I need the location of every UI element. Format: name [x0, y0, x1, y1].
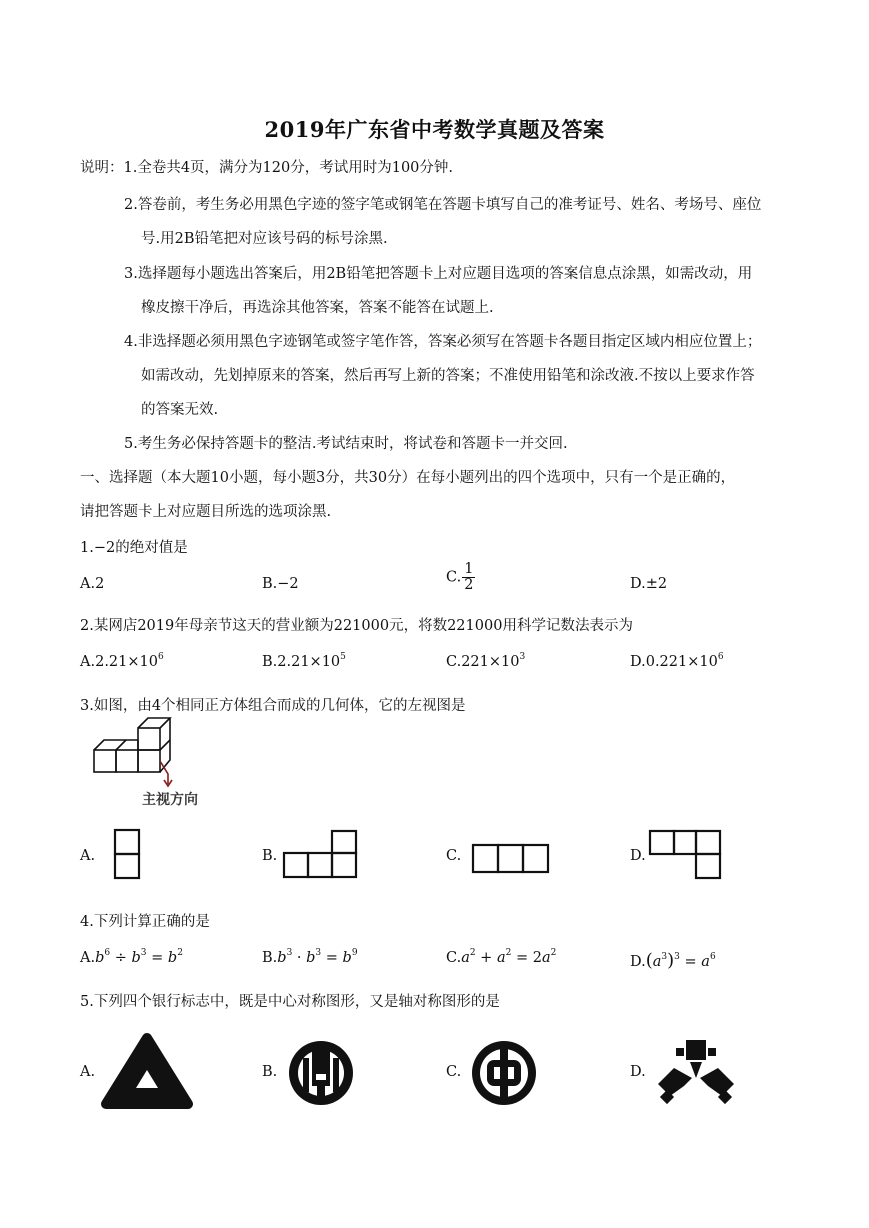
question-5-stem: 5.下列四个银行标志中，既是中心对称图形，又是轴对称图形的是: [80, 994, 500, 1010]
q3-option-c-figure: [472, 843, 552, 875]
instructions-item-5: 5.考生务必保持答题卡的整洁.考试结束时，将试卷和答题卡一并交回.: [124, 436, 568, 452]
instructions-item-4-line-2: 如需改动，先划掉原来的答案，然后再写上新的答案；不准使用铅笔和涂改液.不按以上要求作答: [141, 368, 755, 384]
q3-option-a-label: A.: [80, 848, 96, 864]
q3-option-a-figure: [114, 829, 144, 881]
q5-option-d-label: D.: [630, 1064, 646, 1080]
q1-option-a: A.2: [80, 576, 105, 592]
question-3-stem: 3.如图，由4个相同正方体组合而成的几何体，它的左视图是: [80, 698, 466, 714]
section-header-line-1: 一、选择题（本大题10小题，每小题3分，共30分）在每小题列出的四个选项中，只有一个是正确的，: [80, 470, 736, 486]
question-2-stem: 2.某网店2019年母亲节这天的营业额为221000元，将数221000用科学记数法表示为: [80, 618, 633, 634]
q2-option-b: $B.2.21\times 10^5$: [262, 652, 346, 670]
q3-option-b-figure: [283, 830, 359, 880]
q5-option-a-label: A.: [80, 1064, 96, 1080]
bank-logo-c-icon: [469, 1038, 539, 1108]
q3-option-b-label: B.: [262, 848, 278, 864]
q5-option-b-label: B.: [262, 1064, 278, 1080]
instructions-item-4-line-3: 的答案无效.: [141, 402, 219, 418]
q2-option-d: $D.0.221\times 10^6$: [630, 652, 724, 670]
fraction: $\frac{1}{2}$: [464, 561, 474, 594]
section-header-line-2: 请把答题卡上对应题目所选的选项涂黑.: [80, 504, 332, 520]
view-direction-caption: 主视方向: [142, 792, 198, 808]
question-1-stem: 1.−2的绝对值是: [80, 540, 188, 556]
bank-logo-a-icon: [104, 1036, 190, 1108]
q4-option-d: $D.(a^3)^3 = a^6$: [630, 950, 716, 971]
q3-option-c-label: C.: [446, 848, 462, 864]
question-4-stem: 4.下列计算正确的是: [80, 914, 210, 930]
q4-option-b: $B.b^3 \cdot b^3 = b^9$: [262, 948, 358, 966]
instructions-item-2-line-1: 2.答卷前，考生务必用黑色字迹的签字笔或钢笔在答题卡填写自己的准考证号、姓名、考场号、座位: [124, 197, 762, 213]
instructions-item-2-line-2: 号.用2B铅笔把对应该号码的标号涂黑.: [141, 231, 388, 247]
instructions-item-1: 说明：1.全卷共4页，满分为120分，考试用时为100分钟.: [80, 160, 454, 176]
q1-option-d: D.±2: [630, 576, 668, 592]
instructions-item-3-line-2: 橡皮擦干净后，再选涂其他答案，答案不能答在试题上.: [141, 300, 494, 316]
q2-option-a: $A.2.21\times 10^6$: [80, 652, 164, 670]
q3-option-d-label: D.: [630, 848, 646, 864]
page-title: 2019年广东省中考数学真题及答案: [264, 117, 605, 142]
bank-logo-d-icon: [654, 1038, 738, 1106]
bank-logo-b-icon: [286, 1038, 356, 1108]
instructions-item-4-line-1: 4.非选择题必须用黑色字迹钢笔或签字笔作答，答案必须写在答题卡各题目指定区域内相应位置上；: [124, 334, 762, 350]
instructions-label: 说明：: [80, 160, 124, 176]
q4-option-a: $A.b^6 \div b^3 = b^2$: [80, 948, 183, 966]
q1-option-c: C. $\frac{1}{2}$: [446, 561, 474, 594]
instructions-item-3-line-1: 3.选择题每小题选出答案后，用2B铅笔把答题卡上对应题目选项的答案信息点涂黑，如需改动，用: [124, 266, 753, 282]
q3-option-d-figure: [649, 829, 725, 881]
q1-option-b: B.−2: [262, 576, 299, 592]
q2-option-c: $C.221\times 10^3$: [446, 652, 526, 670]
q5-option-c-label: C.: [446, 1064, 462, 1080]
q4-option-c: $C.a^2 + a^2 = 2a^2$: [446, 948, 557, 966]
